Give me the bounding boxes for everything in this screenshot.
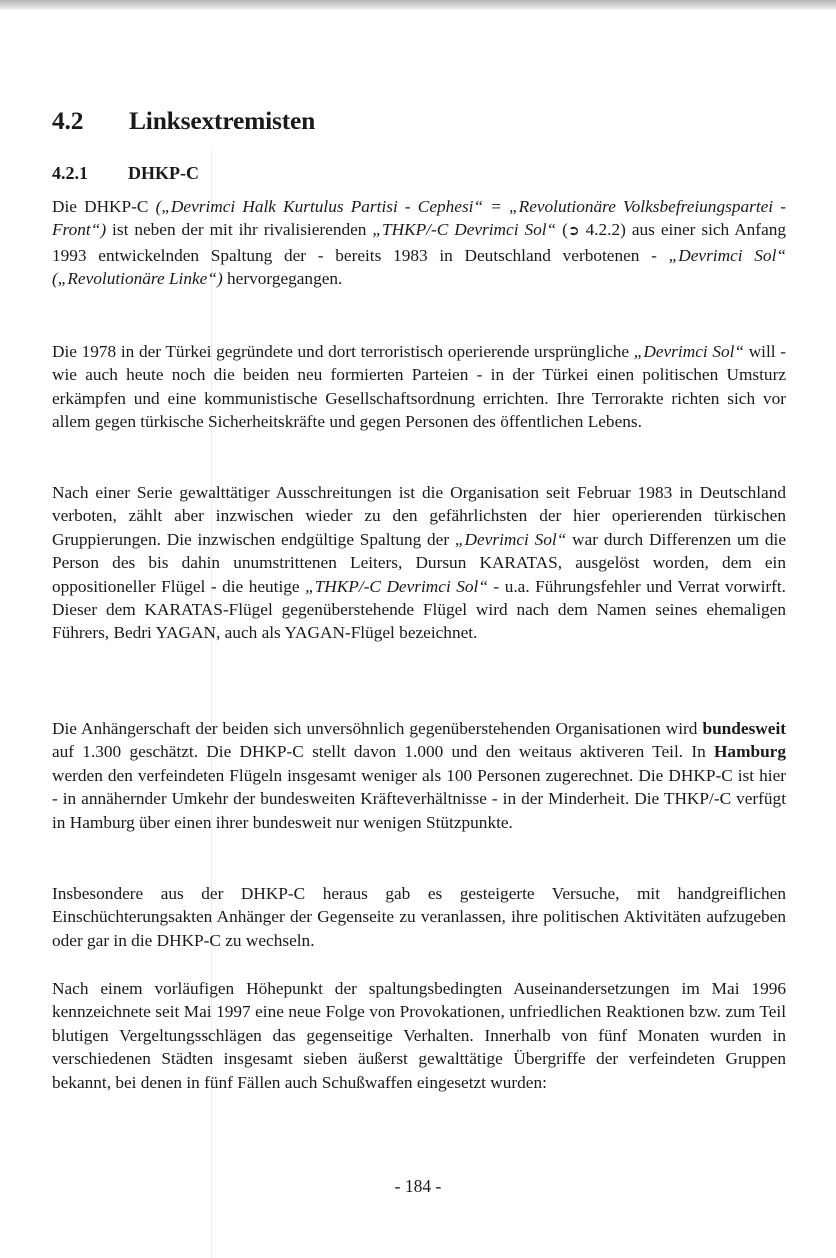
italic-run: „THKP/-C Devrimci Sol“ bbox=[372, 220, 557, 240]
text-run: ist neben der mit ihr rivalisierenden bbox=[106, 220, 373, 240]
text-run: ( bbox=[556, 220, 568, 240]
italic-run: „THKP/-C Devrimci Sol“ bbox=[305, 576, 488, 596]
paragraph-6 bbox=[52, 977, 786, 1094]
paragraph-3 bbox=[52, 481, 786, 645]
text-run: hervorgegangen. bbox=[222, 269, 343, 289]
page-number: - 184 - bbox=[394, 1176, 442, 1196]
subsection-heading bbox=[52, 163, 199, 184]
text-run: Die DHKP-C bbox=[52, 197, 156, 216]
paragraph-4 bbox=[52, 717, 786, 834]
subsection-title: DHKP-C bbox=[128, 163, 199, 183]
bold-run: Hamburg bbox=[713, 742, 786, 762]
text-run: Die Anhängerschaft der beiden sich unversöhnlich gegenüberstehenden Organisationen wird bbox=[52, 719, 703, 738]
cross-reference-arrow-icon: ➲ bbox=[567, 223, 580, 240]
text-run: 4.2.2) aus einer sich Anfang 1993 entwickelnden Spaltung der - bereits 1983 in Deutschland verbotenen - bbox=[52, 220, 787, 265]
paragraph-1 bbox=[52, 195, 786, 291]
italic-run: „Devrimci Sol“ bbox=[454, 529, 567, 549]
section-heading bbox=[52, 106, 315, 136]
section-number: 4.2 bbox=[52, 106, 84, 135]
text-run: werden den verfeindeten Flügeln insgesamt weniger als 100 Personen zugerechnet. Die DHKP-C ist hier - in annähernder Umkehr der bundesweiten Kräfteverhältnisse - in der Minderheit. Die THKP/-C verfügt in Hamburg über einen ihrer bundesweit nur wenigen Stützpunkte. bbox=[52, 765, 786, 832]
text-run: Nach einem vorläufigen Höhepunkt der spaltungsbedingten Auseinandersetzungen im Mai 1996 kennzeichnete seit Mai 1997 eine neue Folge von Provokationen, unfriedlichen Reaktionen bzw. zum Teil blutigen Vergeltungsschlägen das gegenseitige Verhalten. Innerhalb von fünf Monaten wurden in verschiedenen Städten insgesamt sieben äußerst gewalttätige Übergriffe der verfeindeten Gruppen bekannt, bei denen in fünf Fällen auch Schußwaffen eingesetzt wurden: bbox=[52, 979, 786, 1092]
italic-run: „Devrimci Sol“ bbox=[633, 342, 745, 361]
text-run: will - wie auch heute noch die beiden neu formierten Parteien - in der Türkei einen politischen Umsturz erkämpfen und eine kommunistische Gesellschaftsordnung errichten. Ihre Terrorakte richten sich vor allem gegen türkische Sicherheitskräfte und gegen Personen des öffentlichen Lebens. bbox=[52, 342, 787, 432]
text-run: Die 1978 in der Türkei gegründete und dort terroristisch operierende ursprüngliche bbox=[52, 342, 634, 361]
paragraph-5 bbox=[52, 882, 786, 952]
text-run: Nach einer Serie gewalttätiger Ausschreitungen ist die Organisation seit Februar 1983 in Deutschland verboten, zählt aber inzwischen wieder zu den gefährlichsten der hier operierenden türkischen Gruppierungen. Die inzwischen endgültige Spaltung der bbox=[52, 483, 786, 549]
italic-run: („Devrimci Halk Kurtulus Partisi - Cephesi“ = „Revolutionäre Volksbefreiungspartei - Front“) bbox=[52, 197, 786, 240]
text-run: - u.a. Führungsfehler und Verrat vorwirft. Dieser dem KARATAS-Flügel gegenüberstehende Flügel wird nach dem Namen seines ehemaligen Führers, Bedri YAGAN, auch als YAGAN-Flügel bezeichnet. bbox=[52, 576, 786, 643]
text-run: auf 1.300 geschätzt. Die DHKP-C stellt davon 1.000 und den weitaus aktiveren Teil. In bbox=[52, 742, 714, 762]
bold-run: bundesweit bbox=[702, 719, 786, 738]
italic-run: „Devrimci Sol“ („Revolutionäre Linke“) bbox=[52, 245, 786, 289]
section-title: Linksextremisten bbox=[129, 106, 316, 135]
text-run: war durch Differenzen um die Person des bis dahin unumstrittenen Leiters, Dursun KARATAS, ausgelöst worden, dem ein oppositioneller Flügel - die heutige bbox=[52, 529, 787, 596]
text-run: Insbesondere aus der DHKP-C heraus gab es gesteigerte Versuche, mit handgreiflichen Einschüchterungsakten Anhänger der Gegenseite zu veranlassen, ihre politischen Aktivitäten aufzugeben oder gar in die DHKP-C zu wechseln. bbox=[52, 884, 786, 950]
paragraph-2 bbox=[52, 340, 786, 434]
scan-edge bbox=[0, 0, 836, 10]
subsection-number: 4.2.1 bbox=[52, 163, 88, 183]
